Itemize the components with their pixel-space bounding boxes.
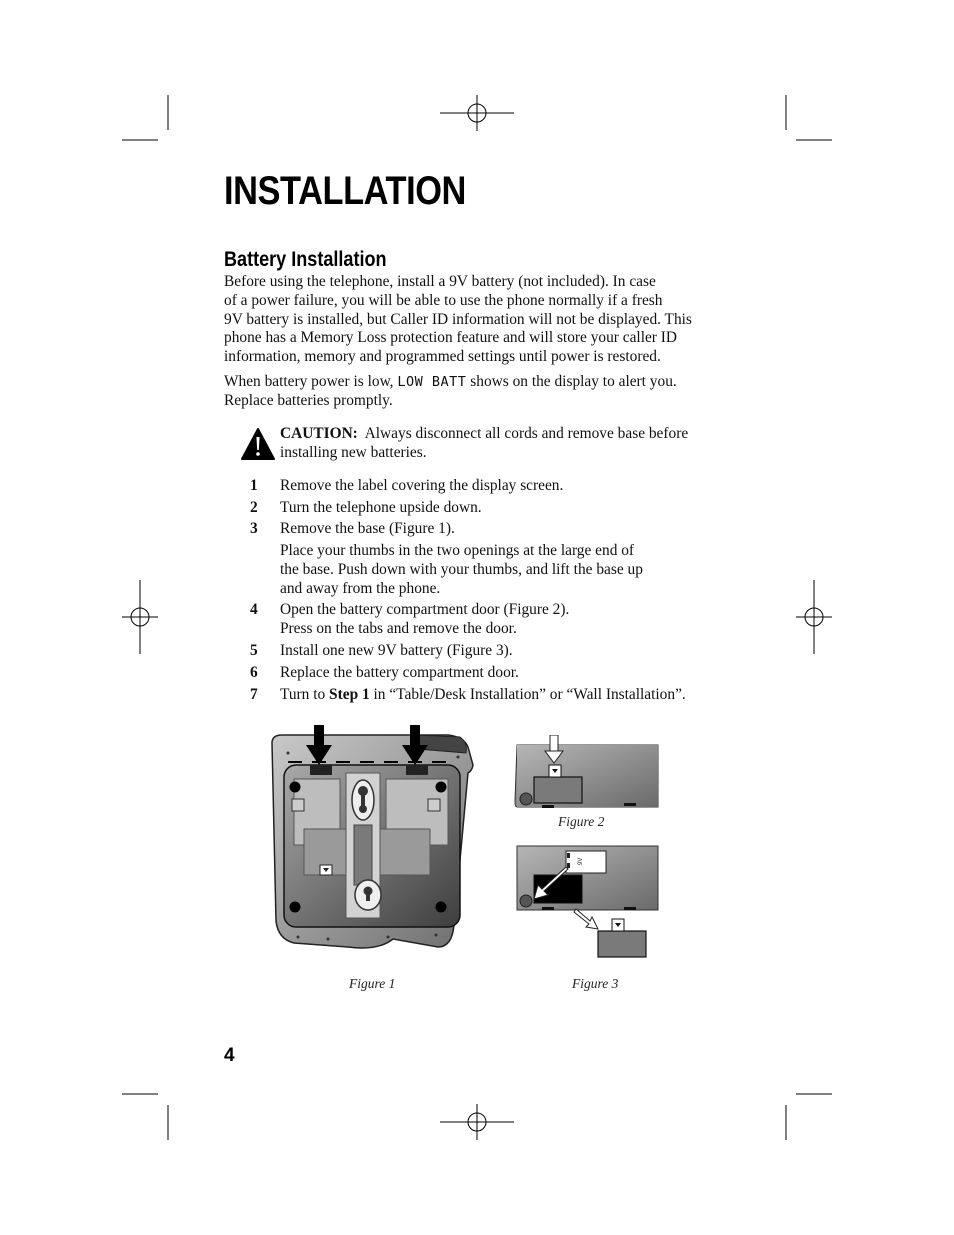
- rubber-foot: [290, 782, 301, 793]
- step-text: in “Table/Desk Installation” or “Wall Installation”.: [369, 686, 686, 703]
- section-heading: Battery Installation: [224, 248, 387, 271]
- remove-arrow-icon: [574, 909, 598, 929]
- step-item: [250, 641, 730, 661]
- battery-label: 9V: [578, 857, 584, 865]
- step-number: 5: [250, 642, 258, 659]
- caution-block: [240, 425, 740, 467]
- step-number: 6: [250, 664, 258, 681]
- figure-3-caption: Figure 3: [572, 976, 619, 991]
- step-text: Remove the base (Figure 1).: [280, 520, 455, 537]
- intro-paragraph: [224, 273, 734, 367]
- step-text: Open the battery compartment door (Figure 2).: [280, 601, 570, 618]
- caution-label: CAUTION:: [280, 425, 358, 442]
- intro-line: of a power failure, you will be able to use the phone normally if a fresh: [224, 291, 663, 309]
- step-text: and away from the phone.: [280, 580, 441, 597]
- step-text: the base. Push down with your thumbs, and lift the base up: [280, 561, 643, 578]
- intro-line: information, memory and programmed settings until power is restored.: [224, 348, 661, 366]
- rubber-foot: [436, 782, 447, 793]
- intro-line: 9V battery is installed, but Caller ID information will not be displayed. This: [224, 310, 692, 328]
- step-text: Remove the label covering the display screen.: [280, 477, 564, 494]
- low-batt-display-text: LOW BATT: [397, 374, 467, 390]
- step-number: 2: [250, 499, 258, 516]
- step-text: Install one new 9V battery (Figure 3).: [280, 642, 513, 659]
- rubber-foot: [436, 902, 447, 913]
- registration-target-left: [122, 580, 158, 654]
- battery-icon: [566, 851, 606, 873]
- step-item: [250, 476, 730, 496]
- step-item: [250, 519, 730, 539]
- step-number: 4: [250, 601, 258, 618]
- step-item: [250, 498, 730, 518]
- registration-target-bottom: [440, 1104, 514, 1140]
- intro-line: phone has a Memory Loss protection feature and will store your caller ID: [224, 329, 678, 347]
- page-title: INSTALLATION: [224, 169, 466, 213]
- caution-line1: Always disconnect all cords and remove base before: [357, 425, 689, 442]
- figure-1-caption: Figure 1: [349, 976, 396, 991]
- registration-target-top: [440, 95, 514, 131]
- step-number: 3: [250, 520, 258, 537]
- step-number: 7: [250, 686, 258, 703]
- low-batt-text-after: shows on the display to alert you.: [466, 373, 677, 390]
- registration-target-right: [796, 580, 832, 654]
- low-batt-line2: Replace batteries promptly.: [224, 391, 393, 409]
- figure-3-illustration: [512, 843, 662, 961]
- caution-text: [280, 425, 688, 463]
- step-item: [250, 541, 730, 601]
- step-reference: Step 1: [329, 686, 370, 703]
- figure-2-illustration: [512, 735, 662, 811]
- figure-2-caption: Figure 2: [558, 814, 605, 829]
- step-text: Turn the telephone upside down.: [280, 499, 482, 516]
- step-text: Place your thumbs in the two openings at the large end of: [280, 542, 635, 559]
- page-number: 4: [224, 1045, 235, 1066]
- step-item: [250, 600, 730, 640]
- low-batt-text-before: When battery power is low,: [224, 373, 398, 390]
- step-text: Turn to: [280, 686, 330, 703]
- step-item: [250, 685, 730, 705]
- low-battery-paragraph: [224, 373, 734, 411]
- step-item: [250, 663, 730, 683]
- step-number: 1: [250, 477, 258, 494]
- step-text: Press on the tabs and remove the door.: [280, 620, 517, 637]
- warning-triangle-icon: [240, 427, 276, 461]
- figure-1-illustration: [268, 725, 478, 955]
- step-text: Replace the battery compartment door.: [280, 664, 519, 681]
- caution-line2: installing new batteries.: [280, 443, 427, 461]
- intro-line: Before using the telephone, install a 9V battery (not included). In case: [224, 273, 656, 290]
- rubber-foot: [290, 902, 301, 913]
